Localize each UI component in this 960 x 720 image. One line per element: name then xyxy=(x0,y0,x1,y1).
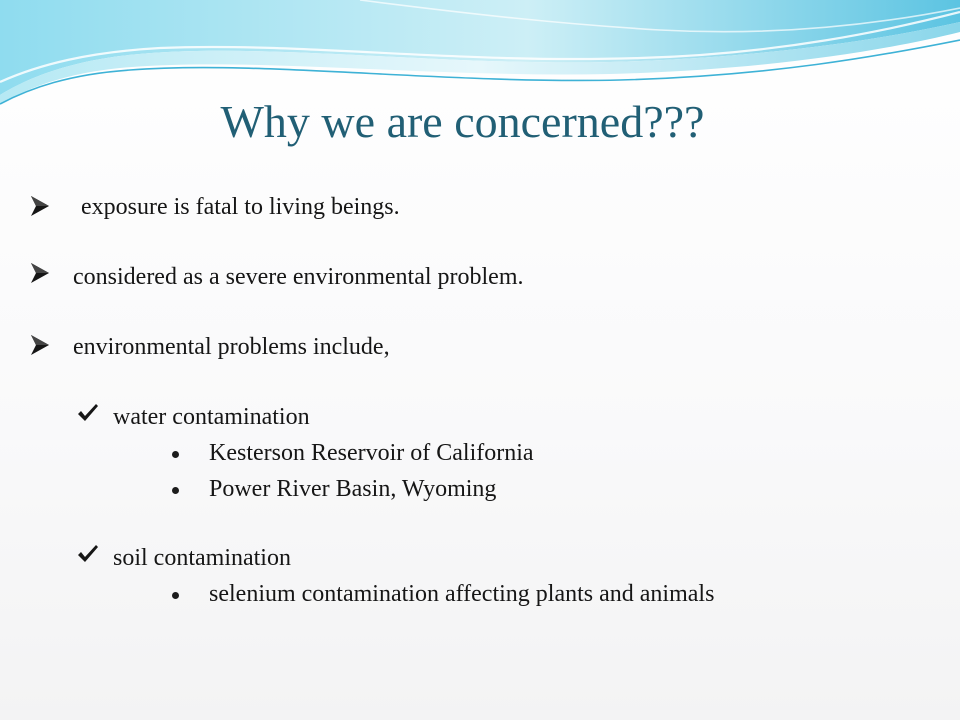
slide-title: Why we are concerned??? xyxy=(220,96,705,147)
arrow-bullet-icon xyxy=(29,334,51,356)
bullet-text: environmental problems include, xyxy=(73,334,390,360)
example-text: Kesterson Reservoir of California xyxy=(209,440,534,466)
arrow-bullet-icon xyxy=(29,195,51,217)
bullet-dot-icon xyxy=(172,451,179,458)
example-text: selenium contamination affecting plants and animals xyxy=(209,581,715,607)
bullet-text: considered as a severe environmental problem. xyxy=(73,264,524,290)
checkmark-icon xyxy=(76,543,100,565)
sub-item-text: water contamination xyxy=(113,404,310,430)
example-text: Power River Basin, Wyoming xyxy=(209,476,497,502)
checkmark-icon xyxy=(76,402,100,424)
bullet-text: exposure is fatal to living beings. xyxy=(81,194,400,220)
bullet-dot-icon xyxy=(172,592,179,599)
bullet-dot-icon xyxy=(172,487,179,494)
arrow-bullet-icon xyxy=(29,262,51,284)
sub-item-text: soil contamination xyxy=(113,545,291,571)
